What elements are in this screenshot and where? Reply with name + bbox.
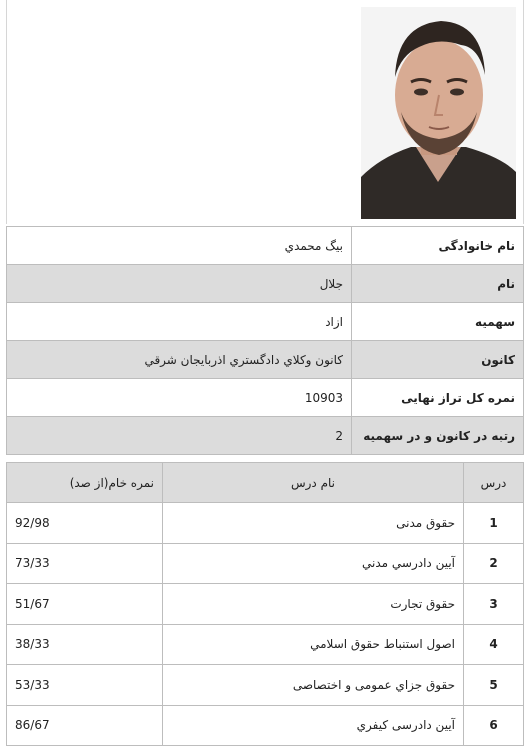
rank-value: 2 (7, 417, 352, 455)
info-row-rank (7, 417, 524, 455)
raw-score: 53/33 (7, 665, 163, 706)
table-row (7, 624, 524, 665)
rank-label: رتبه در کانون و در سهمیه (352, 417, 524, 455)
table-row (7, 503, 524, 544)
info-row-quota (7, 303, 524, 341)
row-index: 1 (464, 503, 524, 544)
course-name: حقوق تجارت (163, 584, 464, 625)
table-row (7, 584, 524, 625)
total-label: نمره کل تراز نهایی (352, 379, 524, 417)
row-index: 6 (464, 705, 524, 746)
family-label: نام خانوادگی (352, 227, 524, 265)
info-row-name (7, 265, 524, 303)
row-index: 2 (464, 543, 524, 584)
raw-score: 51/67 (7, 584, 163, 625)
table-row (7, 705, 524, 746)
header-raw-score: نمره خام(از صد) (7, 463, 163, 503)
raw-score: 86/67 (7, 705, 163, 746)
quota-label: سهمیه (352, 303, 524, 341)
table-row (7, 543, 524, 584)
quota-value: ازاد (7, 303, 352, 341)
course-name: حقوق مدنی (163, 503, 464, 544)
course-name: آیین دادرسي مدني (163, 543, 464, 584)
center-value: کانون وکلاي دادگستري اذربايجان شرقي (7, 341, 352, 379)
course-name: اصول استنباط حقوق اسلامي (163, 624, 464, 665)
grades-table (6, 462, 524, 746)
course-name: حقوق جزاي عمومی و اختصاصی (163, 665, 464, 706)
info-row-family (7, 227, 524, 265)
header-course-name: نام درس (163, 463, 464, 503)
name-value: جلال (7, 265, 352, 303)
info-row-total (7, 379, 524, 417)
course-name: آیین دادرسی کیفري (163, 705, 464, 746)
raw-score: 92/98 (7, 503, 163, 544)
applicant-info-table (6, 226, 524, 455)
profile-photo (361, 7, 516, 219)
total-value: 10903 (7, 379, 352, 417)
raw-score: 73/33 (7, 543, 163, 584)
raw-score: 38/33 (7, 624, 163, 665)
grades-header-row (7, 463, 524, 503)
row-index: 4 (464, 624, 524, 665)
family-value: بیگ محمدي (7, 227, 352, 265)
name-label: نام (352, 265, 524, 303)
photo-panel (6, 0, 524, 224)
table-row (7, 665, 524, 706)
header-index: درس (464, 463, 524, 503)
info-row-center (7, 341, 524, 379)
row-index: 3 (464, 584, 524, 625)
center-label: کانون (352, 341, 524, 379)
row-index: 5 (464, 665, 524, 706)
